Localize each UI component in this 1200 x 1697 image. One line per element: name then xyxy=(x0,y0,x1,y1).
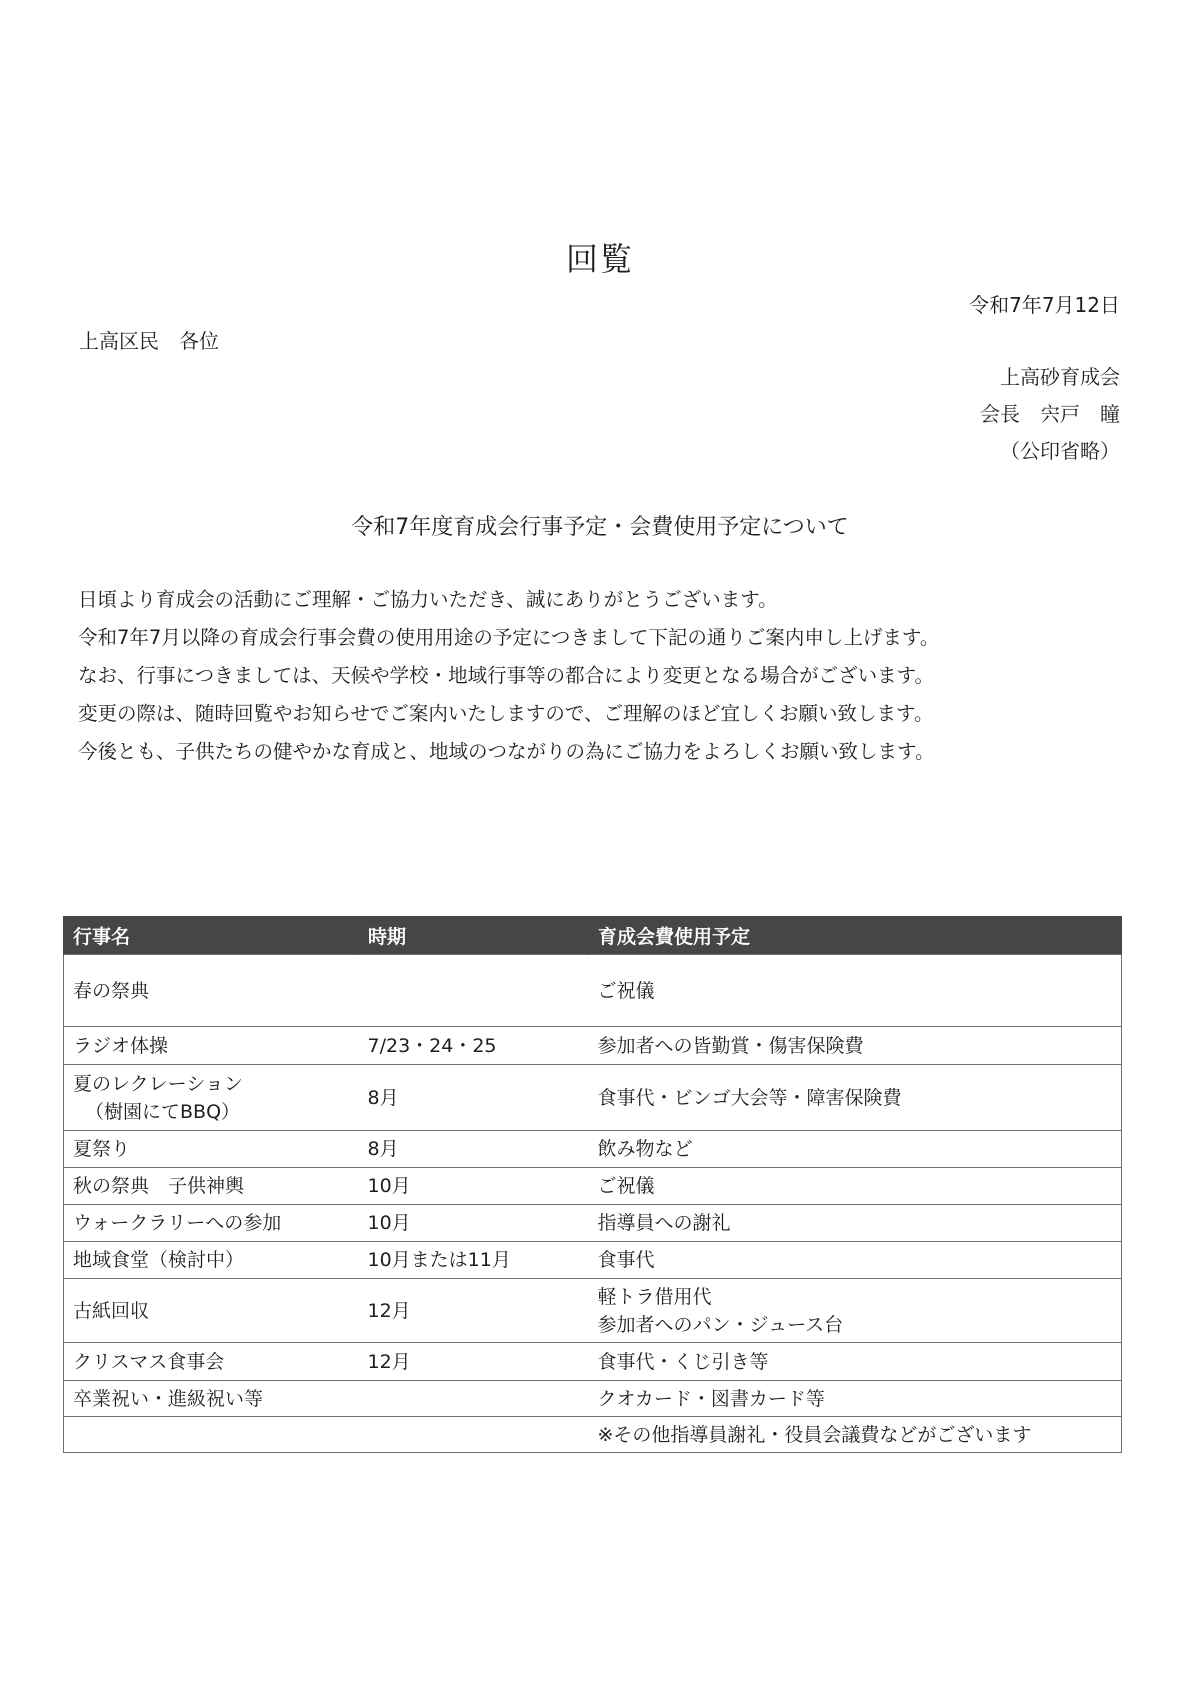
table-row xyxy=(64,1381,1122,1417)
body-line: なお、行事につきましては、天候や学校・地域行事等の都合により変更となる場合がございます。 xyxy=(78,664,935,687)
header-event-name: 行事名 xyxy=(64,916,359,955)
event-name: 卒業祝い・進級祝い等 xyxy=(64,1381,359,1417)
fee-usage: ご祝儀 xyxy=(589,1168,1122,1205)
event-period: 10月 xyxy=(359,1168,589,1205)
body-text xyxy=(78,586,1138,776)
event-name: ウォークラリーへの参加 xyxy=(64,1205,359,1242)
fee-usage: 軽トラ借用代 xyxy=(597,1285,712,1308)
event-name: 夏祭り xyxy=(64,1131,359,1168)
sender-name: 会長 宍戸 瞳 xyxy=(980,402,1120,426)
fee-usage: ご祝儀 xyxy=(589,955,1122,1027)
sender-block xyxy=(980,364,1120,475)
event-period xyxy=(359,1417,589,1453)
table-row xyxy=(64,1343,1122,1381)
table-row xyxy=(64,1168,1122,1205)
event-period: 8月 xyxy=(359,1065,589,1131)
event-period xyxy=(359,1381,589,1417)
header-fee-usage: 育成会費使用予定 xyxy=(589,916,1122,955)
seal-omitted-note: （公印省略） xyxy=(1000,439,1120,463)
event-name: 地域食堂（検討中） xyxy=(64,1242,359,1279)
event-name xyxy=(64,1417,359,1453)
fee-usage-sub: 参加者へのパン・ジュース台 xyxy=(597,1313,844,1336)
table-header-row xyxy=(64,916,1122,955)
fee-usage: 食事代・ビンゴ大会等・障害保険費 xyxy=(589,1065,1122,1131)
table-row xyxy=(64,1242,1122,1279)
table-row xyxy=(64,1417,1122,1453)
event-period xyxy=(359,955,589,1027)
event-period: 10月 xyxy=(359,1205,589,1242)
fee-usage: クオカード・図書カード等 xyxy=(589,1381,1122,1417)
event-schedule-table xyxy=(63,916,1122,1453)
event-name: 春の祭典 xyxy=(64,955,359,1027)
body-line: 日頃より育成会の活動にご理解・ご協力いただき、誠にありがとうございます。 xyxy=(78,588,778,611)
table-row xyxy=(64,1205,1122,1242)
table-row xyxy=(64,1131,1122,1168)
event-period: 8月 xyxy=(359,1131,589,1168)
event-name: クリスマス食事会 xyxy=(64,1343,359,1381)
event-name-sub: （樹園にてBBQ） xyxy=(85,1100,241,1123)
event-period: 12月 xyxy=(359,1279,589,1343)
event-period: 12月 xyxy=(359,1343,589,1381)
body-line: 今後とも、子供たちの健やかな育成と、地域のつながりの為にご協力をよろしくお願い致します。 xyxy=(78,740,935,763)
event-name-cell xyxy=(64,1065,359,1131)
event-period: 10月または11月 xyxy=(359,1242,589,1279)
table-row xyxy=(64,1279,1122,1343)
issue-date: 令和7年7月12日 xyxy=(969,293,1120,317)
addressee: 上高区民 各位 xyxy=(79,329,219,353)
body-line: 変更の際は、随時回覧やお知らせでご案内いたしますので、ご理解のほど宜しくお願い致します。 xyxy=(78,702,934,725)
event-name: 夏のレクレーション xyxy=(73,1072,243,1095)
header-period: 時期 xyxy=(359,916,589,955)
event-name: 秋の祭典 子供神輿 xyxy=(64,1168,359,1205)
sender-organization: 上高砂育成会 xyxy=(1000,365,1120,389)
event-period: 7/23・24・25 xyxy=(359,1027,589,1065)
fee-usage-cell xyxy=(589,1279,1122,1343)
document-title: 回覧 xyxy=(565,240,634,278)
body-line: 令和7年7月以降の育成会行事会費の使用用途の予定につきまして下記の通りご案内申し上げます。 xyxy=(78,626,940,649)
table-row xyxy=(64,1065,1122,1131)
fee-usage: 参加者への皆勤賞・傷害保険費 xyxy=(589,1027,1122,1065)
table-row xyxy=(64,1027,1122,1065)
fee-usage: 食事代・くじ引き等 xyxy=(589,1343,1122,1381)
fee-usage: 飲み物など xyxy=(589,1131,1122,1168)
event-name: 古紙回収 xyxy=(64,1279,359,1343)
table-row xyxy=(64,955,1122,1027)
event-name: ラジオ体操 xyxy=(64,1027,359,1065)
fee-usage-note: ※その他指導員謝礼・役員会議費などがございます xyxy=(589,1417,1122,1453)
document-subject: 令和7年度育成会行事予定・会費使用予定について xyxy=(351,515,849,540)
fee-usage: 指導員への謝礼 xyxy=(589,1205,1122,1242)
fee-usage: 食事代 xyxy=(589,1242,1122,1279)
